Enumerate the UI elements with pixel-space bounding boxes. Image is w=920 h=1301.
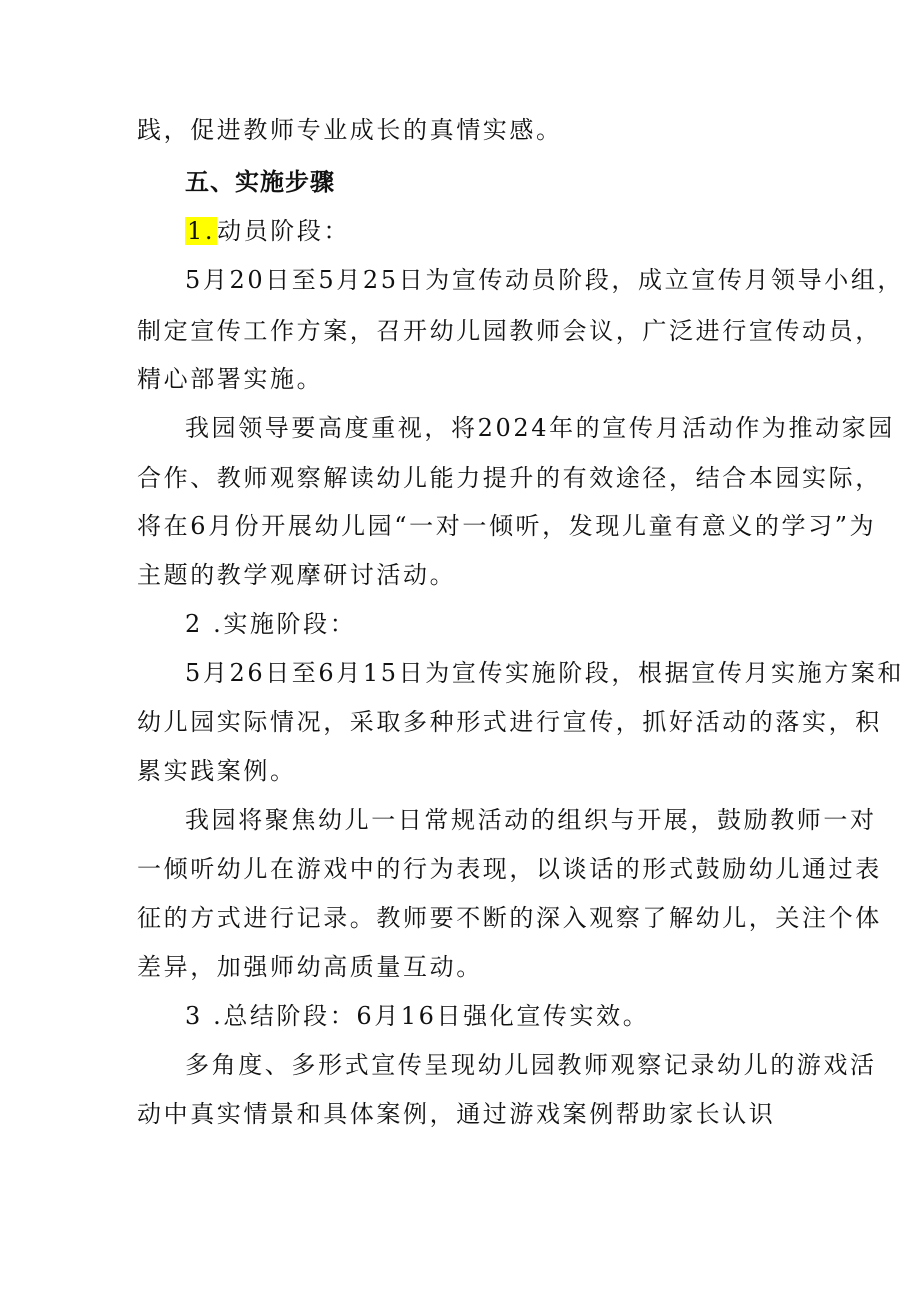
- section-heading: 五、实施步骤: [185, 168, 335, 196]
- step-title: 动员阶段：: [217, 217, 351, 245]
- paragraph-line: 合作、教师观察解读幼儿能力提升的有效途径，结合本园实际，: [137, 464, 882, 492]
- paragraph-line: 践，促进教师专业成长的真情实感。: [137, 116, 563, 144]
- paragraph-line: 多角度、多形式宣传呈现幼儿园教师观察记录幼儿的游戏活: [185, 1051, 877, 1079]
- paragraph-line: 5月26日至6月15日为宣传实施阶段，根据宣传月实施方案和: [185, 659, 905, 687]
- paragraph-line: 幼儿园实际情况，采取多种形式进行宣传，抓好活动的落实，积: [137, 708, 882, 736]
- paragraph-line: 精心部署实施。: [137, 365, 324, 393]
- paragraph-line: 累实践案例。: [137, 757, 297, 785]
- step-heading: 3 .总结阶段：6月16日强化宣传实效。: [185, 1002, 650, 1030]
- step-heading: [185, 213, 350, 249]
- highlighted-number: 1.: [187, 217, 216, 245]
- paragraph-line: 主题的教学观摩研讨活动。: [137, 561, 457, 589]
- paragraph-line: 5月20日至5月25日为宣传动员阶段，成立宣传月领导小组，: [185, 266, 905, 294]
- paragraph-line: 我园领导要高度重视，将2024年的宣传月活动作为推动家园: [185, 414, 895, 442]
- paragraph-line: 将在6月份开展幼儿园“一对一倾听，发现儿童有意义的学习”为: [137, 512, 877, 540]
- paragraph-line: 差异，加强师幼高质量互动。: [137, 953, 483, 981]
- paragraph-line: 制定宣传工作方案，召开幼儿园教师会议，广泛进行宣传动员，: [137, 317, 882, 345]
- paragraph-line: 征的方式进行记录。教师要不断的深入观察了解幼儿，关注个体: [137, 904, 882, 932]
- step-heading: 2 .实施阶段：: [185, 610, 357, 638]
- paragraph-line: 一倾听幼儿在游戏中的行为表现，以谈话的形式鼓励幼儿通过表: [137, 855, 882, 883]
- paragraph-line: 我园将聚焦幼儿一日常规活动的组织与开展，鼓励教师一对: [185, 806, 877, 834]
- paragraph-line: 动中真实情景和具体案例，通过游戏案例帮助家长认识: [137, 1100, 776, 1128]
